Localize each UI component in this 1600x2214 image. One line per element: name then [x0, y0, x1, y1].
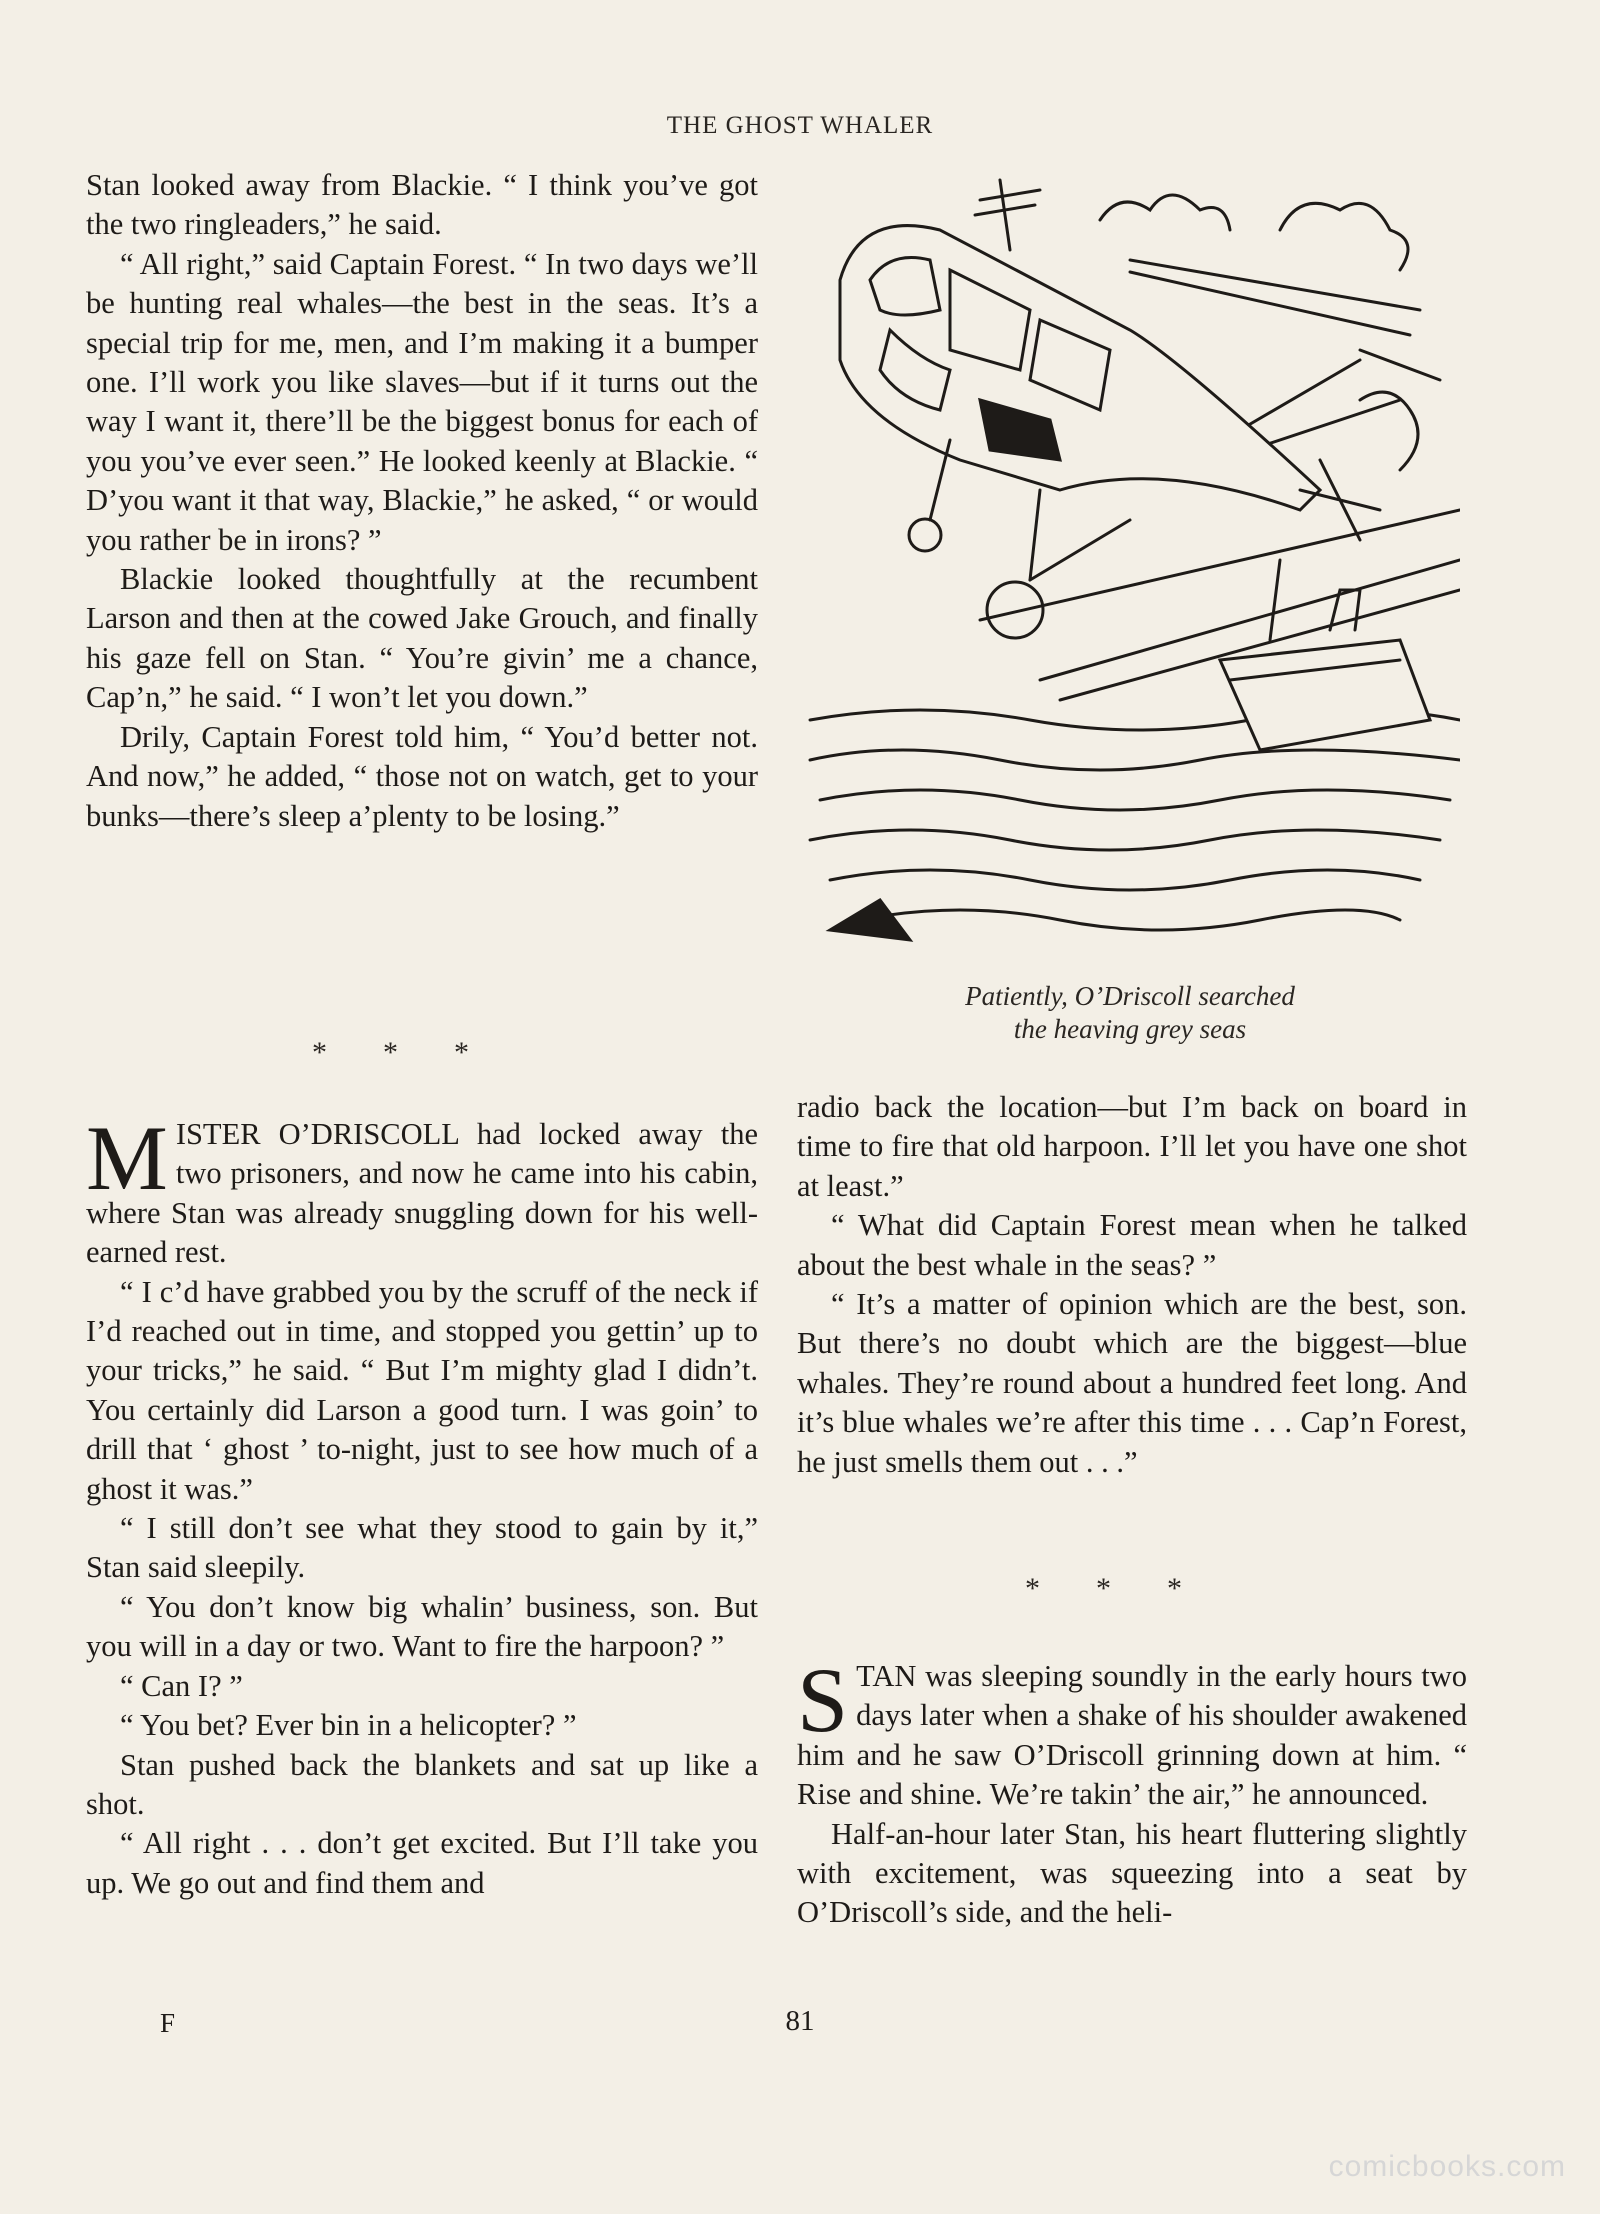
opening-paragraph	[86, 1107, 758, 1273]
drop-cap: M	[86, 1107, 168, 1209]
asterisk: *	[1096, 1572, 1111, 1605]
paragraph: Drily, Captain Forest told him, “ You’d better not. And now,” he added, “ those not on watch, get to your bunks—there’s sleep a’plenty to be losing.”	[86, 719, 758, 833]
paragraph: Half-an-hour later Stan, his heart fluttering slightly with excitement, was squeezing into a seat by O’Driscoll’s side, and the heli-	[797, 1816, 1467, 1930]
left-column-top	[86, 166, 758, 836]
cloud-icon	[1100, 195, 1230, 230]
signature-mark: F	[160, 2008, 176, 2038]
asterisk: *	[383, 1036, 398, 1069]
caption-line: the heaving grey seas	[1013, 1014, 1247, 1044]
helicopter-illustration	[800, 160, 1460, 970]
asterisk: *	[454, 1036, 469, 1069]
paragraph: Blackie looked thoughtfully at the recumbent Larson and then at the cowed Jake Grouch, and finally his gaze fell on Stan. “ You’re givin’ me a chance, Cap’n,” he said. “ I won’t let you down.”	[86, 562, 758, 715]
section-break-right	[1025, 1572, 1182, 1606]
paragraph: Stan pushed back the blankets and sat up like a shot.	[86, 1747, 758, 1821]
asterisk: *	[1167, 1572, 1182, 1605]
caption-line: Patiently, O’Driscoll searched	[965, 981, 1295, 1011]
opening-paragraph	[797, 1649, 1467, 1815]
cloud-icon	[1280, 203, 1408, 270]
paragraph: radio back the location—but I’m back on board in time to fire that old harpoon. I’ll let you have one shot at least.”	[797, 1090, 1467, 1203]
section-break-left	[312, 1036, 469, 1070]
illustration-caption	[800, 980, 1460, 1046]
paragraph: “ I c’d have grabbed you by the scruff of the neck if I’d reached out in time, and stopped you gettin’ up to your tricks,” he said. “ But I’m mighty glad I didn’t. You certainly did Larson a good turn. I was goin’ to drill that ‘ ghost ’ to-night, just to see how much of a ghost it was.”	[86, 1274, 758, 1506]
paragraph: “ You bet? Ever bin in a helicopter? ”	[120, 1708, 577, 1743]
asterisk: *	[1025, 1572, 1040, 1605]
opening-text: ISTER O’DRISCOLL had locked away the two prisoners, and now he came into his cabin, where Stan was already snuggling down for his well-earned rest.	[86, 1117, 758, 1270]
drop-cap: S	[797, 1649, 849, 1751]
left-column-bottom	[86, 1107, 758, 1903]
page-number: 81	[785, 2005, 815, 2037]
paragraph: Stan looked away from Blackie. “ I think you’ve got the two ringleaders,” he said.	[86, 168, 758, 242]
watermark: comicbooks.com	[1328, 2150, 1566, 2183]
paragraph: “ I still don’t see what they stood to gain by it,” Stan said sleepily.	[86, 1511, 758, 1585]
right-column-top	[797, 1088, 1467, 1482]
opening-text: TAN was sleeping soundly in the early hours two days later when a shake of his shoulder awakened him and he saw O’Driscoll grinning down at him. “ Rise and shine. We’re takin’ the air,” he announced.	[797, 1659, 1467, 1812]
paragraph: “ It’s a matter of opinion which are the best, son. But there’s no doubt which are the biggest—blue whales. They’re round about a hundred feet long. And it’s blue whales we’re after this time . . . Cap’n Forest, he just smells them out . . .”	[797, 1287, 1467, 1479]
paragraph: “ What did Captain Forest mean when he talked about the best whale in the seas? ”	[797, 1208, 1467, 1282]
paragraph: “ You don’t know big whalin’ business, son. But you will in a day or two. Want to fire the harpoon? ”	[86, 1589, 758, 1664]
paragraph: “ Can I? ”	[120, 1668, 243, 1703]
paragraph: “ All right,” said Captain Forest. “ In two days we’ll be hunting real whales—the best in the seas. It’s a special trip for me, men, and I’m making it a bumper one. I’ll work you like slaves—but if it turns out the way I want it, there’ll be the biggest bonus for each of you you’ve ever seen.” He looked keenly at Blackie. “ D’you want it that way, Blackie,” he asked, “ or would you rather be in irons? ”	[86, 246, 758, 557]
paragraph: “ All right . . . don’t get excited. But I’ll take you up. We go out and find them and	[86, 1826, 758, 1900]
right-column-bottom	[797, 1649, 1467, 1933]
asterisk: *	[312, 1036, 327, 1069]
running-title: THE GHOST WHALER	[666, 112, 934, 139]
